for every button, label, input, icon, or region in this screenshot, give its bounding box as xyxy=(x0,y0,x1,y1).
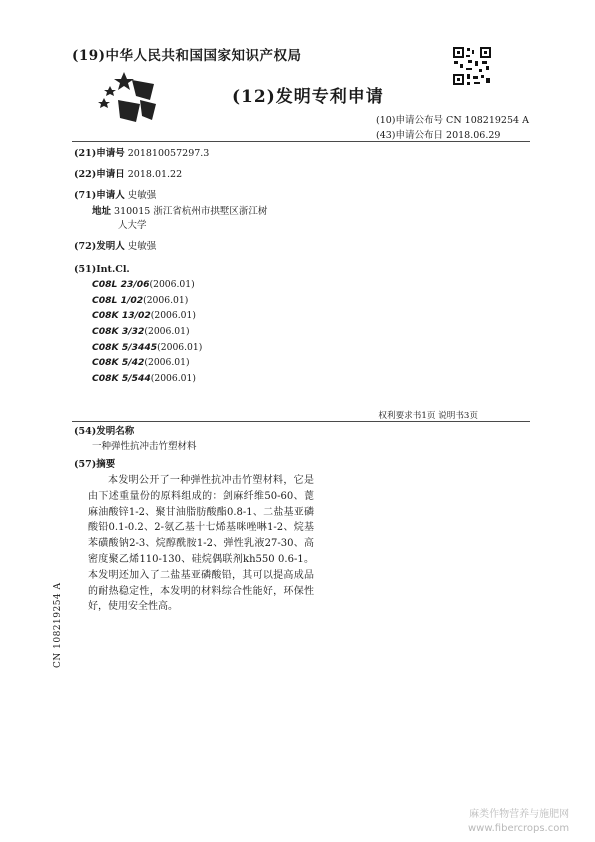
ipc-row xyxy=(92,342,202,353)
int-cl-label: (51)Int.Cl. xyxy=(74,264,130,275)
ipc-version: (2006.01) xyxy=(143,295,189,306)
inventor-value: 史敏强 xyxy=(127,241,157,252)
ipc-code: C08K 5/3445 xyxy=(92,342,158,353)
ipc-version: (2006.01) xyxy=(149,279,195,290)
applicant-value: 史敏强 xyxy=(127,190,157,201)
watermark-line-1: 麻类作物营养与施肥网 xyxy=(469,809,570,820)
page-count: 权利要求书1页 说明书3页 xyxy=(378,411,478,421)
watermark-line-2: www.fibercrops.com xyxy=(468,823,570,834)
address-field xyxy=(92,205,267,218)
title-label: (54)发明名称 xyxy=(74,426,135,437)
application-number-field xyxy=(74,147,209,160)
body-divider xyxy=(72,421,530,422)
ipc-row xyxy=(92,279,195,290)
cnipa-emblem-icon xyxy=(96,70,160,126)
applicant-field xyxy=(74,189,156,202)
ipc-row xyxy=(92,310,196,321)
ipc-code: C08L 1/02 xyxy=(92,295,144,306)
filing-date-field xyxy=(74,168,182,181)
inventor-label: (72)发明人 xyxy=(74,241,125,252)
ipc-row xyxy=(92,357,190,368)
applicant-label: (71)申请人 xyxy=(74,190,125,201)
ipc-code: C08K 13/02 xyxy=(92,310,151,321)
application-number-value: 201810057297.3 xyxy=(127,148,210,159)
ipc-version: (2006.01) xyxy=(157,342,203,353)
ipc-version: (2006.01) xyxy=(150,310,196,321)
ipc-version: (2006.01) xyxy=(144,357,190,368)
publication-date xyxy=(376,127,500,141)
publication-number-label: (10)申请公布号 xyxy=(376,115,444,126)
ipc-code: C08L 23/06 xyxy=(92,279,150,290)
ipc-row xyxy=(92,373,196,384)
publication-number xyxy=(376,112,529,126)
address-label: 地址 xyxy=(92,206,112,217)
ipc-code: C08K 3/32 xyxy=(92,326,145,337)
publication-date-label: (43)申请公布日 xyxy=(376,130,444,141)
filing-date-value: 2018.01.22 xyxy=(127,169,183,180)
inventor-field xyxy=(74,240,156,253)
side-publication-number: CN 108219254 A xyxy=(53,582,63,668)
office-name: (19)中华人民共和国国家知识产权局 xyxy=(72,48,302,64)
publication-date-value: 2018.06.29 xyxy=(446,130,501,141)
qr-code-icon xyxy=(452,46,492,86)
ipc-code: C08K 5/42 xyxy=(92,357,145,368)
ipc-row xyxy=(92,295,188,306)
watermark xyxy=(468,808,569,836)
application-number-label: (21)申请号 xyxy=(74,148,125,159)
address-line-1: 310015 浙江省杭州市拱墅区浙江树 xyxy=(114,206,268,217)
ipc-version: (2006.01) xyxy=(144,326,190,337)
invention-title: 一种弹性抗冲击竹塑材料 xyxy=(92,441,197,452)
address-line-2: 人大学 xyxy=(118,220,147,231)
ipc-code: C08K 5/544 xyxy=(92,373,151,384)
document-type: (12)发明专利申请 xyxy=(232,87,384,107)
filing-date-label: (22)申请日 xyxy=(74,169,125,180)
ipc-row xyxy=(92,326,190,337)
abstract-label: (57)摘要 xyxy=(74,459,116,470)
abstract-text: 本发明公开了一种弹性抗冲击竹塑材料，它是由下述重量份的原料组成的：剑麻纤维50-60、蓖麻油酸锌1-2、聚甘油脂肪酸酯0.8-1、二盐基亚磷酸铅0.1-0.2、2-氨乙基十七烯基咪唑啉1-2、烷基苯磺酸钠2-3、烷醇酰胺1-2、弹性乳液27-30、高密度聚乙烯110-130、硅烷偶联剂kh550 0.6-1。本发明还加入了二盐基亚磷酸铅，其可以提高成品的耐热稳定性，本发明的材料综合性能好，环保性好，使用安全性高。 xyxy=(88,475,314,613)
ipc-version: (2006.01) xyxy=(150,373,196,384)
publication-number-value: CN 108219254 A xyxy=(446,115,529,126)
header-divider xyxy=(72,141,530,142)
